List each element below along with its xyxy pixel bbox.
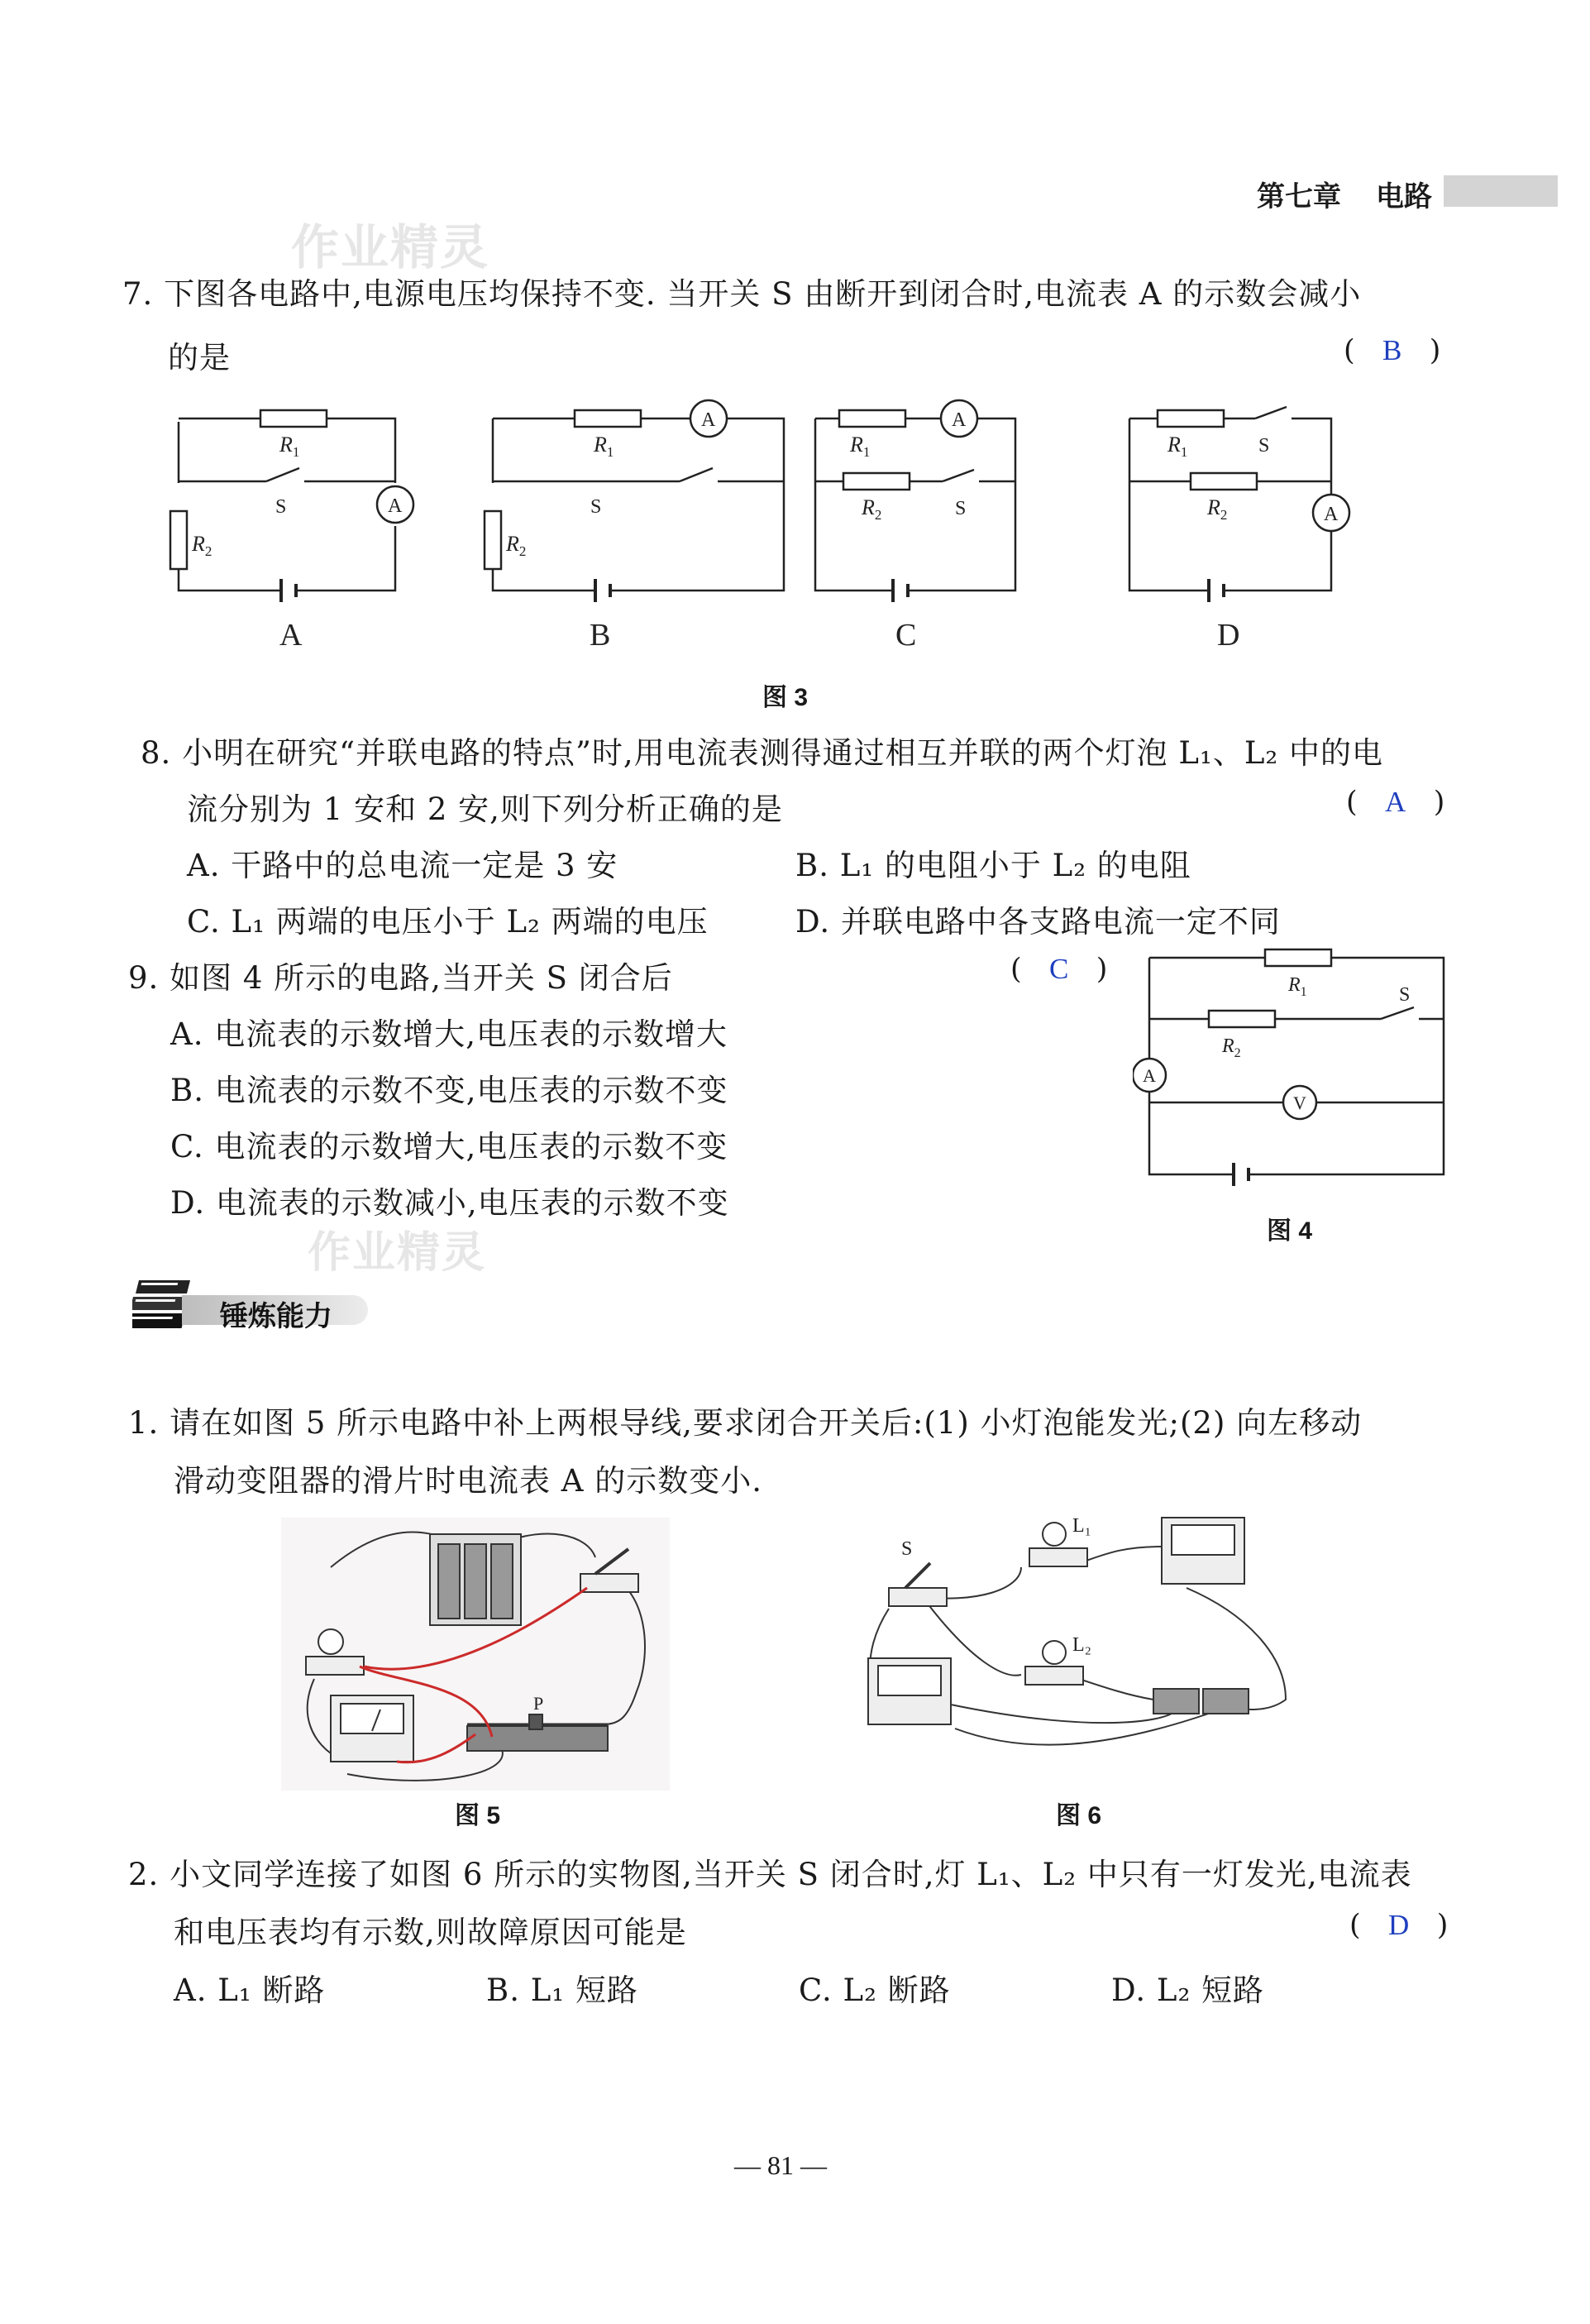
figure-4 xyxy=(1133,943,1455,1199)
circuit-d xyxy=(1129,407,1349,602)
fig6-batteries xyxy=(1153,1689,1249,1714)
circuit-c xyxy=(815,400,1015,602)
watermark-top: 作业精灵 xyxy=(291,221,490,275)
fig6-voltmeter xyxy=(868,1658,951,1724)
q9-option-c: C. 电流表的示数增大,电压表的示数不变 xyxy=(170,1129,728,1164)
section-title: 锤炼能力 xyxy=(220,1301,332,1332)
q8-answer-box: ( A ) xyxy=(1346,786,1445,819)
p2-option-b: B. L₁ 短路 xyxy=(486,1973,638,2008)
fig6-switch-label: S xyxy=(901,1538,913,1560)
b-switch-label: S xyxy=(590,496,602,518)
circuit-b xyxy=(485,400,784,602)
q8-option-b: B. L₁ 的电阻小于 L₂ 的电阻 xyxy=(795,848,1191,883)
a-r1: $R_1$ xyxy=(279,433,300,460)
d-switch-label: S xyxy=(1258,435,1270,457)
ammeter xyxy=(331,1695,413,1762)
p1-line2: 滑动变阻器的滑片时电流表 A 的示数变小. xyxy=(174,1463,763,1499)
svg-text:S: S xyxy=(1399,984,1411,1006)
q8-line2: 流分别为 1 安和 2 安,则下列分析正确的是 xyxy=(187,791,783,827)
svg-text:A: A xyxy=(1143,1065,1156,1086)
q7-answer: B xyxy=(1382,334,1402,366)
chapter-title: 电路 xyxy=(1376,181,1432,213)
circuit-label-c: C xyxy=(895,618,917,653)
q7-answer-box: ( B ) xyxy=(1344,334,1441,367)
c-r2: $R_2$ xyxy=(862,495,882,523)
c-switch-label: S xyxy=(955,498,967,519)
svg-text:V: V xyxy=(1293,1093,1306,1113)
q8-option-a: A. 干路中的总电流一定是 3 安 xyxy=(187,848,618,883)
a-ammeter-label: A xyxy=(388,495,403,517)
slider-label: P xyxy=(533,1693,544,1714)
svg-text:R2: $R_2$ xyxy=(1222,1035,1241,1060)
q9-option-a: A. 电流表的示数增大,电压表的示数增大 xyxy=(170,1016,728,1052)
header-bar xyxy=(1444,175,1558,207)
figure-3 xyxy=(157,389,1364,670)
battery xyxy=(430,1534,521,1625)
a-r2: $R_2$ xyxy=(192,532,212,559)
a-switch-label: S xyxy=(275,496,287,518)
p2-answer: D xyxy=(1388,1909,1410,1941)
p2-option-a: A. L₁ 断路 xyxy=(174,1973,326,2008)
q8-option-c: C. L₁ 两端的电压小于 L₂ 两端的电压 xyxy=(187,904,709,940)
b-r1: $R_1$ xyxy=(594,433,614,460)
b-ammeter-label: A xyxy=(701,409,716,431)
b-r2: $R_2$ xyxy=(506,532,527,559)
p1-line1: 1. 请在如图 5 所示电路中补上两根导线,要求闭合开关后:(1) 小灯泡能发光;(2) 向左移动 xyxy=(128,1405,1363,1441)
fig6-l2-label: L₂ xyxy=(1072,1634,1092,1656)
q9-answer: C xyxy=(1049,953,1069,985)
figure-5 xyxy=(281,1518,670,1791)
q8-option-d: D. 并联电路中各支路电流一定不同 xyxy=(795,904,1281,940)
figure-4-caption: 图 4 xyxy=(1267,1217,1313,1245)
p2-line1: 2. 小文同学连接了如图 6 所示的实物图,当开关 S 闭合时,灯 L₁、L₂ 中只有一灯发光,电流表 xyxy=(128,1857,1412,1892)
d-r2: $R_2$ xyxy=(1207,495,1228,523)
figure-3-caption: 图 3 xyxy=(762,684,809,711)
fig6-l1-label: L₁ xyxy=(1072,1515,1092,1537)
circuit-label-b: B xyxy=(590,618,611,653)
d-r1: $R_1$ xyxy=(1167,433,1188,460)
watermark-mid: 作业精灵 xyxy=(308,1229,487,1277)
section-header xyxy=(132,1274,372,1340)
figure-6 xyxy=(856,1505,1302,1778)
c-r1: $R_1$ xyxy=(850,433,871,460)
circuit-label-a: A xyxy=(279,618,303,653)
p2-option-d: D. L₂ 短路 xyxy=(1111,1973,1265,2008)
q8-answer: A xyxy=(1385,786,1406,818)
fig6-ammeter xyxy=(1162,1518,1244,1584)
svg-text:R1: $R_1$ xyxy=(1288,974,1307,999)
q9-option-d: D. 电流表的示数减小,电压表的示数不变 xyxy=(170,1185,729,1221)
c-ammeter-label: A xyxy=(952,409,967,431)
p2-answer-box: ( D ) xyxy=(1349,1909,1449,1942)
circuit-label-d: D xyxy=(1217,618,1240,653)
q9-answer-box: ( C ) xyxy=(1010,953,1108,986)
q7-line2: 的是 xyxy=(168,340,231,375)
q7-line1: 7. 下图各电路中,电源电压均保持不变. 当开关 S 由断开到闭合时,电流表 A 的示数会减小 xyxy=(122,276,1362,312)
figure-6-caption: 图 6 xyxy=(1056,1802,1102,1829)
fig6-switch xyxy=(889,1563,947,1606)
page-header xyxy=(1257,172,1563,213)
page-number: — 81 — xyxy=(734,2150,827,2180)
figure-5-caption: 图 5 xyxy=(455,1802,501,1829)
p2-option-c: C. L₂ 断路 xyxy=(799,1973,951,2008)
q8-line1: 8. 小明在研究“并联电路的特点”时,用电流表测得通过相互并联的两个灯泡 L₁、L₂ 中的电 xyxy=(141,735,1383,771)
d-ammeter-label: A xyxy=(1324,504,1339,525)
q9-line1: 9. 如图 4 所示的电路,当开关 S 闭合后 xyxy=(128,960,673,996)
q9-option-b: B. 电流表的示数不变,电压表的示数不变 xyxy=(170,1073,728,1108)
chapter-label: 第七章 xyxy=(1257,181,1341,213)
p2-line2: 和电压表均有示数,则故障原因可能是 xyxy=(174,1915,687,1950)
